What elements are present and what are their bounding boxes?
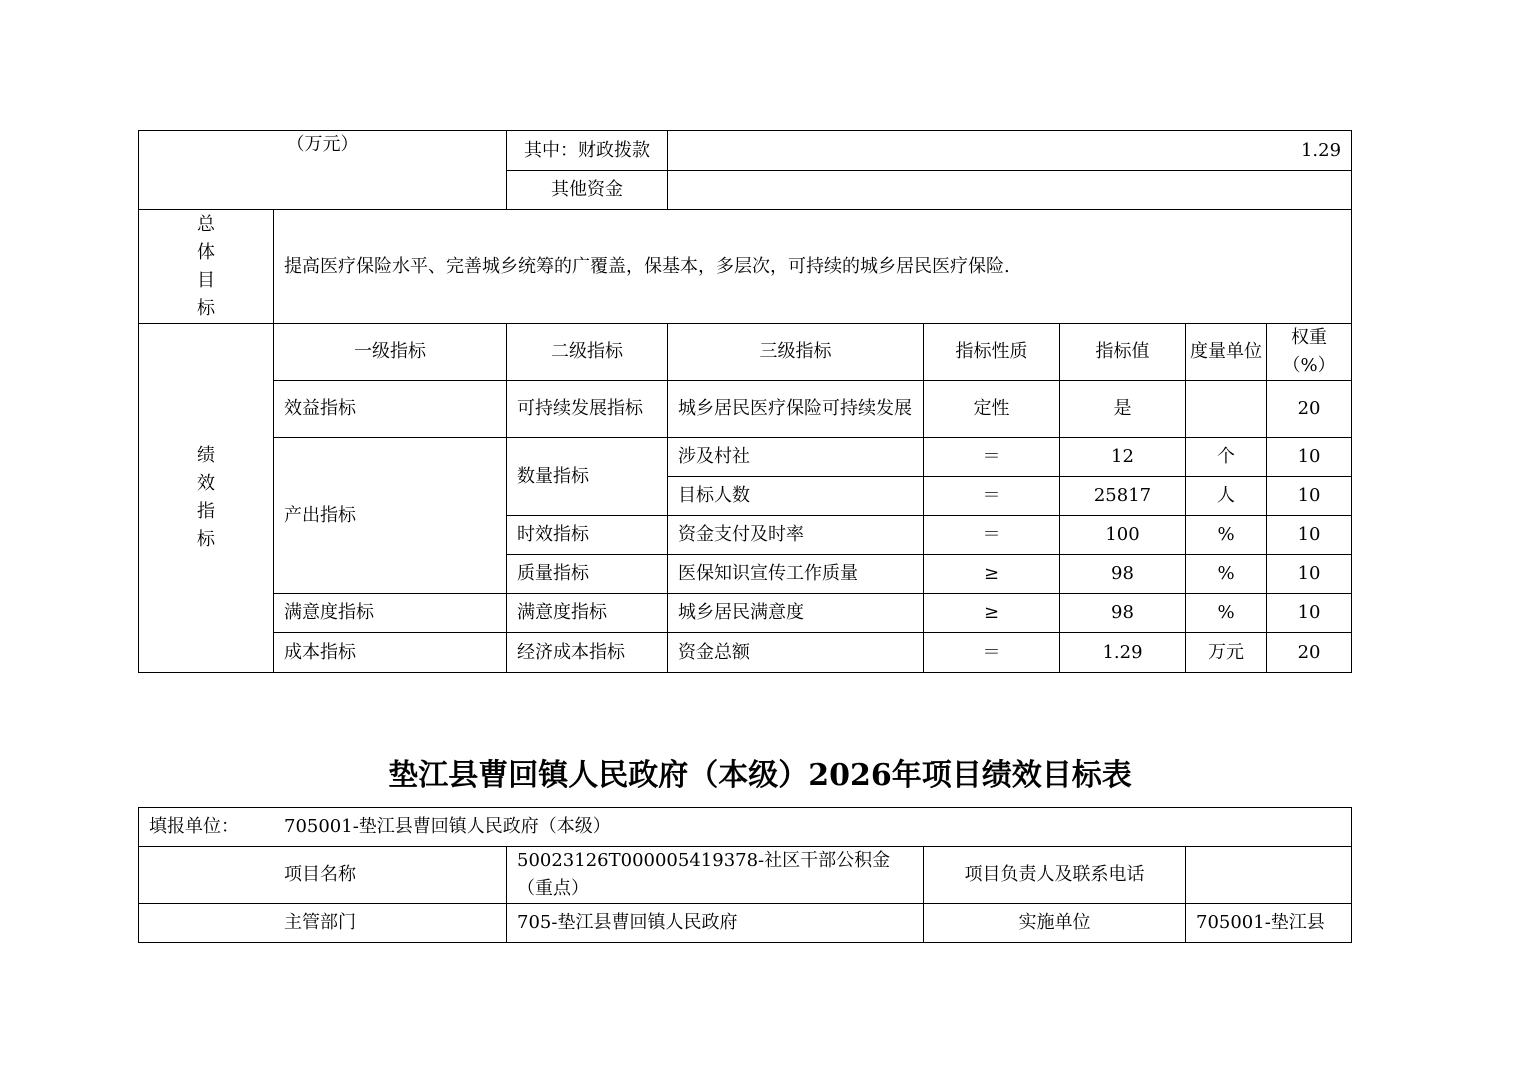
- cell-nature: ＝: [924, 516, 1060, 555]
- cell-value: 是: [1060, 381, 1186, 438]
- cell-value: 25817: [1060, 477, 1186, 516]
- filing-unit-row: [139, 808, 1352, 847]
- cell-l3: 城乡居民满意度: [668, 594, 924, 633]
- other-funds-value: [668, 171, 1352, 210]
- cell-unit: 人: [1186, 477, 1267, 516]
- cell-l3: 资金总额: [668, 633, 924, 673]
- dept-value: 705-垫江县曹回镇人民政府: [507, 904, 924, 943]
- header-l1: 一级指标: [274, 324, 507, 381]
- cell-l3: 医保知识宣传工作质量: [668, 555, 924, 594]
- cell-nature: ≥: [924, 594, 1060, 633]
- performance-label: 绩 效 指 标: [139, 324, 274, 673]
- cell-unit: %: [1186, 594, 1267, 633]
- header-l2: 二级指标: [507, 324, 668, 381]
- project-name-value: 50023126T000005419378-社区干部公积金（重点）: [507, 847, 924, 904]
- contact-label: 项目负责人及联系电话: [924, 847, 1186, 904]
- cell-value: 100: [1060, 516, 1186, 555]
- table-row: [139, 381, 1352, 438]
- cell-unit: %: [1186, 516, 1267, 555]
- cell-value: 1.29: [1060, 633, 1186, 673]
- cell-weight: 10: [1267, 516, 1352, 555]
- budget-unit-label: （万元）: [139, 131, 507, 210]
- cell-value: 98: [1060, 594, 1186, 633]
- cell-weight: 10: [1267, 477, 1352, 516]
- cell-weight: 10: [1267, 555, 1352, 594]
- cell-l3: 资金支付及时率: [668, 516, 924, 555]
- overall-goal-label: 总 体 目 标: [139, 210, 274, 324]
- cell-unit: 万元: [1186, 633, 1267, 673]
- cell-value: 98: [1060, 555, 1186, 594]
- header-nature: 指标性质: [924, 324, 1060, 381]
- table-row: [139, 438, 1352, 477]
- header-unit: 度量单位: [1186, 324, 1267, 381]
- filing-unit-label: 填报单位：: [149, 816, 239, 837]
- table-row: [139, 594, 1352, 633]
- filing-unit-value: 705001-垫江县曹回镇人民政府（本级）: [284, 816, 611, 837]
- cell-unit: [1186, 381, 1267, 438]
- overall-goal-text: 提高医疗保险水平、完善城乡统筹的广覆盖，保基本，多层次，可持续的城乡居民医疗保险.: [274, 210, 1352, 324]
- cell-nature: ＝: [924, 477, 1060, 516]
- fiscal-value: 1.29: [668, 131, 1352, 171]
- cell-unit: %: [1186, 555, 1267, 594]
- project-name-label: 项目名称: [139, 847, 507, 904]
- cell-weight: 20: [1267, 381, 1352, 438]
- cell-l1: 成本指标: [274, 633, 507, 673]
- impl-value: 705001-垫江县: [1186, 904, 1352, 943]
- dept-label: 主管部门: [139, 904, 507, 943]
- header-weight: 权重（%）: [1267, 324, 1352, 381]
- impl-label: 实施单位: [924, 904, 1186, 943]
- cell-l2: 满意度指标: [507, 594, 668, 633]
- cell-nature: 定性: [924, 381, 1060, 438]
- cell-l2: 经济成本指标: [507, 633, 668, 673]
- cell-value: 12: [1060, 438, 1186, 477]
- cell-weight: 20: [1267, 633, 1352, 673]
- page-title: 垫江县曹回镇人民政府（本级）2026年项目绩效目标表: [388, 758, 1132, 793]
- cell-unit: 个: [1186, 438, 1267, 477]
- cell-nature: ＝: [924, 438, 1060, 477]
- other-funds-label: 其他资金: [507, 171, 668, 210]
- cell-l2: 时效指标: [507, 516, 668, 555]
- cell-l1: 满意度指标: [274, 594, 507, 633]
- header-value: 指标值: [1060, 324, 1186, 381]
- cell-l3: 涉及村社: [668, 438, 924, 477]
- cell-l2: 数量指标: [507, 438, 668, 516]
- project-info-table: [138, 807, 1352, 943]
- cell-l3: 目标人数: [668, 477, 924, 516]
- cell-l2: 可持续发展指标: [507, 381, 668, 438]
- cell-nature: ≥: [924, 555, 1060, 594]
- cell-l3: 城乡居民医疗保险可持续发展: [668, 381, 924, 438]
- cell-l1: 效益指标: [274, 381, 507, 438]
- performance-table: [138, 130, 1352, 673]
- fiscal-label: 其中：财政拨款: [507, 131, 668, 171]
- cell-l1: 产出指标: [274, 438, 507, 594]
- contact-value: [1186, 847, 1352, 904]
- table-row: [139, 633, 1352, 673]
- header-l3: 三级指标: [668, 324, 924, 381]
- cell-l2: 质量指标: [507, 555, 668, 594]
- cell-weight: 10: [1267, 438, 1352, 477]
- cell-weight: 10: [1267, 594, 1352, 633]
- cell-nature: ＝: [924, 633, 1060, 673]
